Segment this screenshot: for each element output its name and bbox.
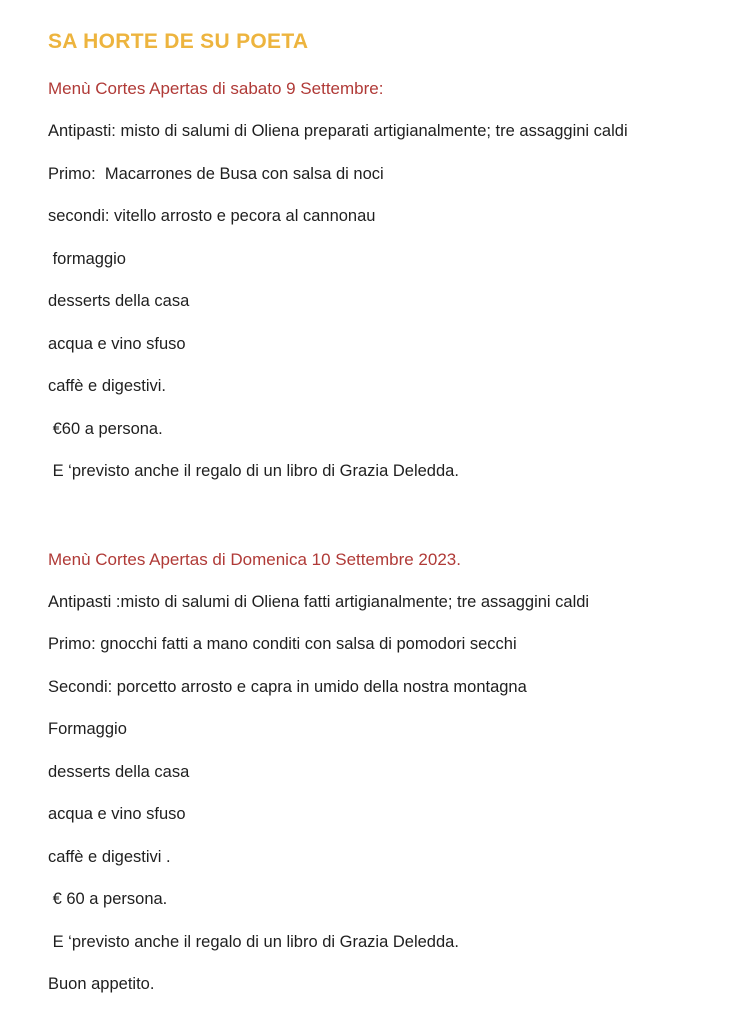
menu-line: acqua e vino sfuso — [48, 805, 186, 823]
menu-line: €60 a persona. — [48, 419, 163, 438]
menu-line: formaggio — [48, 249, 126, 268]
menu-line: Formaggio — [48, 720, 127, 738]
menu-sunday — [48, 550, 716, 995]
section-spacer — [48, 505, 716, 550]
page-title: SA HORTE DE SU POETA — [48, 30, 309, 53]
menu-line: Primo: gnocchi fatti a mano conditi con salsa di pomodori secchi — [48, 635, 517, 653]
menu-line: Antipasti: misto di salumi di Oliena preparati artigianalmente; tre assaggini caldi — [48, 122, 628, 140]
menu-line: € 60 a persona. — [48, 890, 168, 908]
menu-line: desserts della casa — [48, 292, 190, 310]
menu-line: Secondi: porcetto arrosto e capra in umido della nostra montagna — [48, 677, 527, 696]
menu-line: E ‘previsto anche il regalo di un libro di Grazia Deledda. — [48, 462, 459, 480]
menu-line: acqua e vino sfuso — [48, 334, 186, 353]
menu-line: secondi: vitello arrosto e pecora al cannonau — [48, 207, 376, 225]
menu-lines-saturday — [48, 122, 716, 481]
menu-line: Antipasti :misto di salumi di Oliena fatti artigianalmente; tre assaggini caldi — [48, 592, 590, 611]
menu-line: Primo: Macarrones de Busa con salsa di noci — [48, 164, 384, 183]
menu-line: desserts della casa — [48, 762, 190, 781]
menu-line: caffè e digestivi . — [48, 847, 171, 866]
menu-line: E ‘previsto anche il regalo di un libro di Grazia Deledda. — [48, 932, 459, 951]
menu-heading-saturday: Menù Cortes Apertas di sabato 9 Settembre: — [48, 79, 384, 98]
menu-saturday — [48, 79, 716, 481]
menu-line: caffè e digestivi. — [48, 377, 167, 395]
menu-lines-sunday — [48, 593, 716, 995]
menu-line: Buon appetito. — [48, 975, 155, 993]
menu-heading-sunday: Menù Cortes Apertas di Domenica 10 Settembre 2023. — [48, 549, 461, 569]
